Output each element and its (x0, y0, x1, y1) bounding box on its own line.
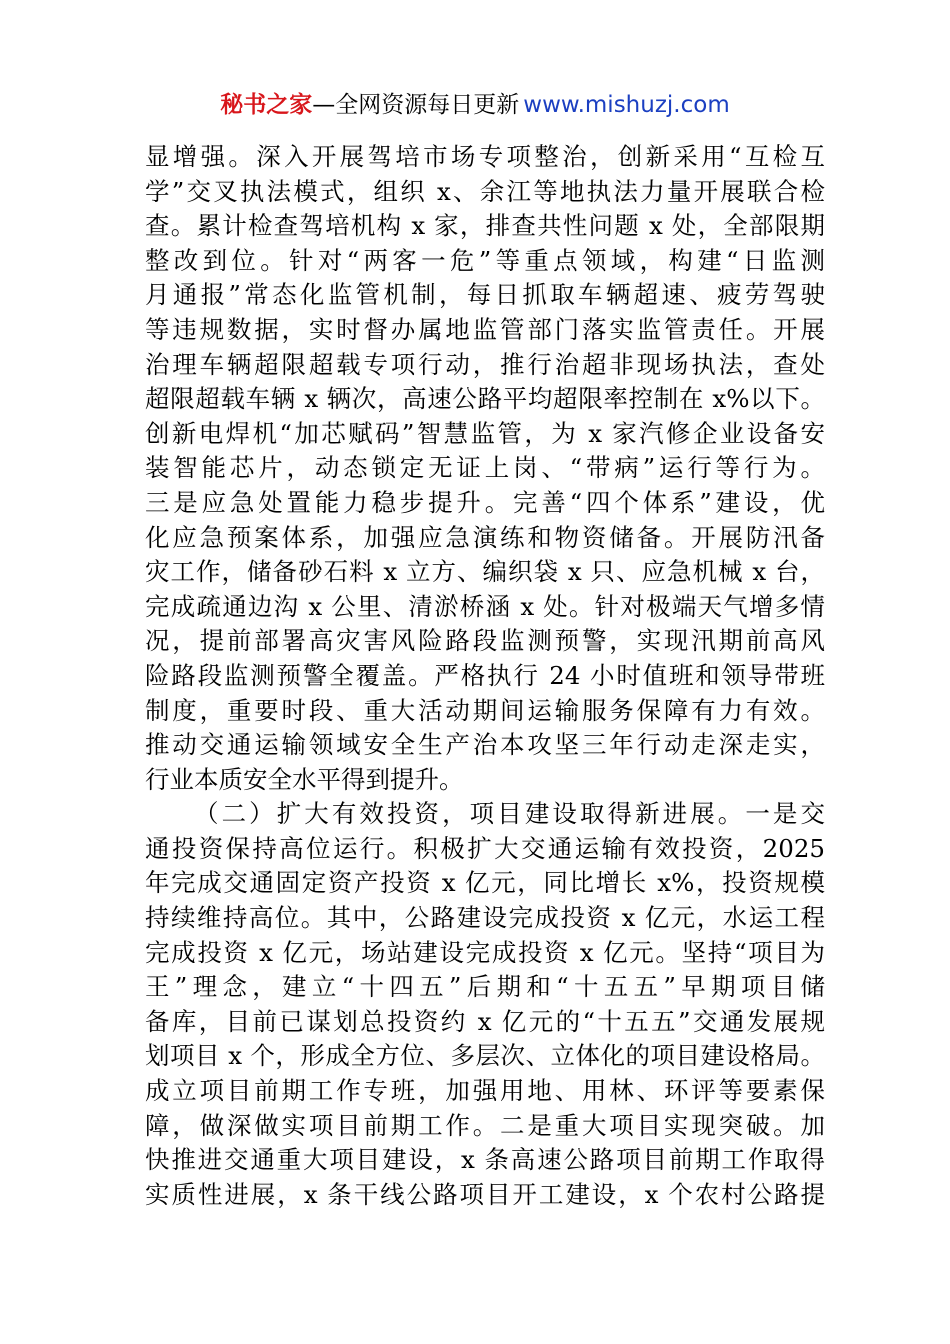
text-line: 行业本质安全水平得到提升。 (145, 764, 464, 794)
text-line: 完成投资 x 亿元，场站建设完成投资 x 亿元。坚持“项目为 (145, 937, 825, 967)
text-line: 超限超载车辆 x 辆次，高速公路平均超限率控制在 x%以下。 (145, 384, 825, 414)
text-line: 月通报”常态化监管机制，每日抓取车辆超速、疲劳驾驶 (145, 280, 825, 310)
text-line: 划项目 x 个，形成全方位、多层次、立体化的项目建设格局。 (145, 1041, 825, 1071)
body-text (145, 140, 825, 1212)
brand-name: 秘书之家 (220, 92, 313, 118)
text-line: 灾工作，储备砂石料 x 立方、编织袋 x 只、应急机械 x 台， (145, 557, 825, 587)
text-line: 障，做深做实项目前期工作。二是重大项目实现突破。加 (145, 1110, 825, 1140)
text-line: 持续维持高位。其中，公路建设完成投资 x 亿元，水运工程 (145, 903, 825, 933)
text-line: 治理车辆超限超载专项行动，推行治超非现场执法，查处 (145, 349, 825, 379)
text-line: （二）扩大有效投资，项目建设取得新进展。一是交 (194, 799, 825, 829)
text-line: 装智能芯片，动态锁定无证上岗、“带病”运行等行为。 (145, 453, 825, 483)
text-line: 创新电焊机“加芯赋码”智慧监管，为 x 家汽修企业设备安 (145, 418, 825, 448)
page-header (0, 88, 950, 122)
text-line: 制度，重要时段、重大活动期间运输服务保障有力有效。 (145, 695, 825, 725)
text-line: 推动交通运输领域安全生产治本攻坚三年行动走深走实， (145, 730, 825, 760)
text-line: 快推进交通重大项目建设，x 条高速公路项目前期工作取得 (145, 1145, 825, 1175)
text-line: 年完成交通固定资产投资 x 亿元，同比增长 x%，投资规模 (145, 868, 825, 898)
text-line: 三是应急处置能力稳步提升。完善“四个体系”建设，优 (145, 487, 825, 517)
text-line: 况，提前部署高灾害风险路段监测预警，实现汛期前高风 (145, 626, 825, 656)
text-line: 化应急预案体系，加强应急演练和物资储备。开展防汛备 (145, 522, 825, 552)
text-line: 王”理念，建立“十四五”后期和“十五五”早期项目储 (145, 972, 825, 1002)
text-line: 等违规数据，实时督办属地监管部门落实监管责任。开展 (145, 314, 825, 344)
text-line: 险路段监测预警全覆盖。严格执行 24 小时值班和领导带班 (145, 660, 825, 690)
text-line: 通投资保持高位运行。积极扩大交通运输有效投资，2025 (145, 833, 825, 863)
text-line: 实质性进展，x 条干线公路项目开工建设，x 个农村公路提 (145, 1179, 825, 1209)
text-line: 学”交叉执法模式，组织 x、余江等地执法力量开展联合检 (145, 176, 825, 206)
text-line: 成立项目前期工作专班，加强用地、用林、环评等要素保 (145, 1076, 825, 1106)
header-tagline: —全网资源每日更新 (312, 92, 520, 118)
site-url-link[interactable]: www.mishuzj.com (523, 92, 730, 118)
text-line: 整改到位。针对“两客一危”等重点领域，构建“日监测 (145, 245, 825, 275)
text-line: 查。累计检查驾培机构 x 家，排查共性问题 x 处，全部限期 (145, 211, 825, 241)
text-line: 显增强。深入开展驾培市场专项整治，创新采用“互检互 (145, 142, 825, 171)
text-line: 备库，目前已谋划总投资约 x 亿元的“十五五”交通发展规 (145, 1006, 825, 1036)
text-line: 完成疏通边沟 x 公里、清淤桥涵 x 处。针对极端天气增多情 (145, 591, 825, 621)
